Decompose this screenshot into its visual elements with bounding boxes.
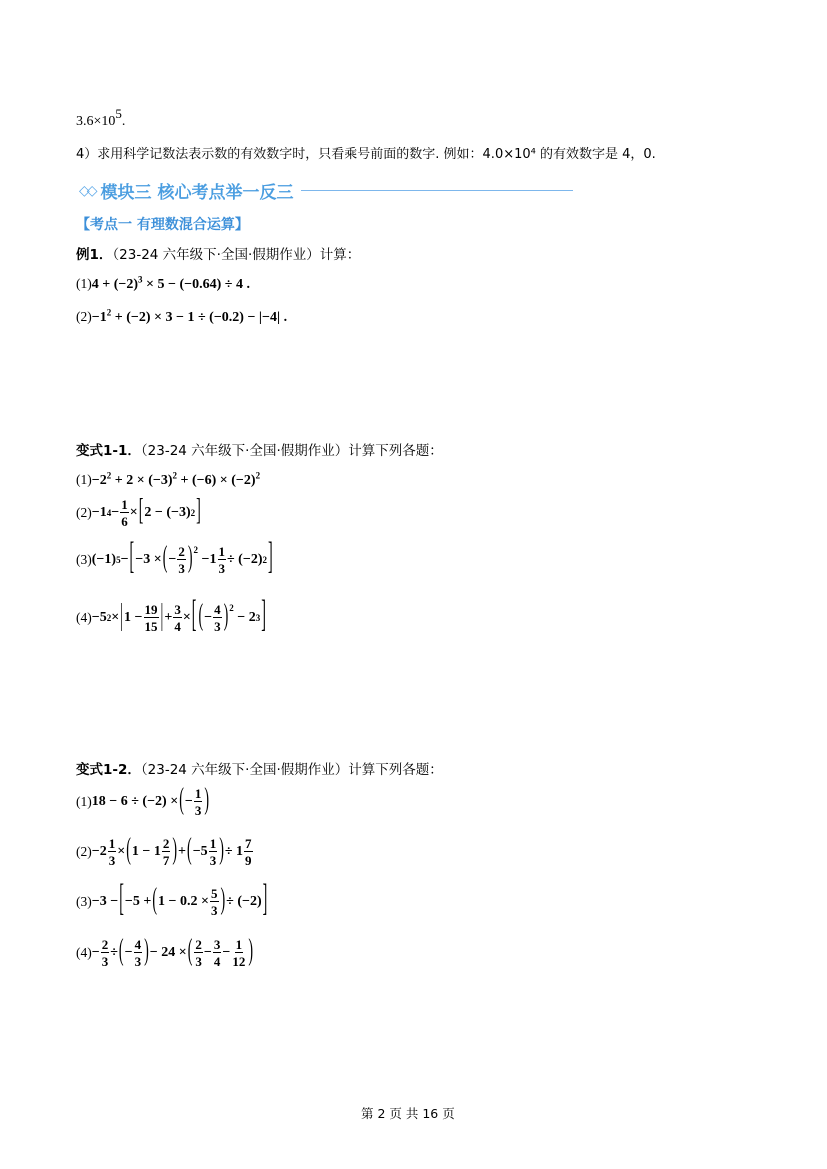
kaodian-label: 【考点一 有理数混合运算】 [76,217,249,233]
variant1-q1 [76,469,260,489]
variant1-q4-expr: −5 2 × | 1 − $\frac{19}{15}$ | + $\frac{3}{4}$ × [ ( − $\frac{4}{3}$ ) $^2$ − 2 3 ] [91,596,266,637]
variant2-q3-expr: −3 − [ −5 + ( 1 − 0.2 × $\frac{5}{3}$ ) ÷ (−2) ] [91,880,268,921]
note-line: 4）求用科学记数法表示数的有效数字时，只看乘号前面的数字. 例如：4.0×10⁴ 的有效数字是 4，0. [76,147,656,162]
variant2-q1-expr: 18 − 6 ÷ (−2) × ( − $\frac{1}{3}$ ) [91,784,210,818]
variant1-heading [76,439,443,459]
variant2-q1 [76,784,210,818]
sci-notation-line [76,106,125,130]
example-q2 [76,306,287,326]
variant1-q4-label: (4) [76,610,92,625]
variant1-q2-expr: −1 4 − $\frac{1}{6}$ × [ 2 − (−3) 2 ] [91,495,201,529]
variant2-q2-label: (2) [76,844,92,859]
variant2-tag: 变式1-2． [76,762,141,778]
section-banner [79,178,573,203]
variant2-q3-label: (3) [76,894,92,909]
example-q2-label: (2) [76,309,92,324]
variant2-q4-label: (4) [76,945,92,960]
sci-end: . [121,114,126,129]
example-q1 [76,273,250,293]
variant1-tag: 变式1-1． [76,443,141,459]
variant2-source: （23-24 六年级下·全国·假期作业）计算下列各题： [140,762,443,778]
section-title: 模块三 核心考点举一反三 [100,183,294,203]
variant1-q1-expr: $-2^2 + 2 \times (-3)^2 + (-6) \times (-2)^2$ [91,470,261,488]
example-q1-label: (1) [76,276,92,291]
variant2-q3 [76,880,268,921]
example-tag: 例1． [76,247,113,263]
variant1-q1-label: (1) [76,472,92,487]
section-divider [301,190,573,191]
example-q1-expr: $4 + (-2)^3 \times 5 - (-0.64) \div 4$ . [91,274,250,292]
variant1-q2-label: (2) [76,505,92,520]
variant2-q2 [76,834,254,868]
sci-base: 3.6×10 [76,114,116,129]
variant2-q2-expr: −2 $\frac{1}{3}$ × ( 1 − 1 $\frac{2}{7}$ ) + ( −5 $\frac{1}{3}$ ) ÷ 1 $\frac{7}{9}$ [91,834,252,868]
example-source: （23-24 六年级下·全国·假期作业）计算： [112,247,361,263]
variant2-q4-expr: − $\frac{2}{3}$ ÷ ( − $\frac{4}{3}$ ) − 24 × ( $\frac{2}{3}$ − $\frac{3}{4}$ − $\frac{1}{12}$ ) [91,935,254,969]
variant2-heading [76,758,443,778]
variant1-source: （23-24 六年级下·全国·假期作业）计算下列各题： [140,443,443,459]
variant1-q3 [76,538,274,579]
variant1-q3-expr: (−1) 5 − [ −3 × ( − $\frac{2}{3}$ ) $^2$ −1 $\frac{1}{3}$ ÷ (−2) 2 ] [91,538,273,579]
variant2-q4 [76,935,254,969]
page-footer: 第 2 页 共 16 页 [361,1106,455,1121]
variant2-q1-label: (1) [76,794,92,809]
variant1-q4 [76,596,267,637]
example-q2-expr: $-1^2 + (-2) \times 3 - 1 \div (-0.2) - |-4|$ . [91,307,288,325]
diamond-icon: ◇◇ [79,182,95,199]
variant1-q3-label: (3) [76,552,92,567]
sci-exponent: 5 [115,106,122,121]
example-heading [76,243,360,263]
variant1-q2 [76,495,202,529]
